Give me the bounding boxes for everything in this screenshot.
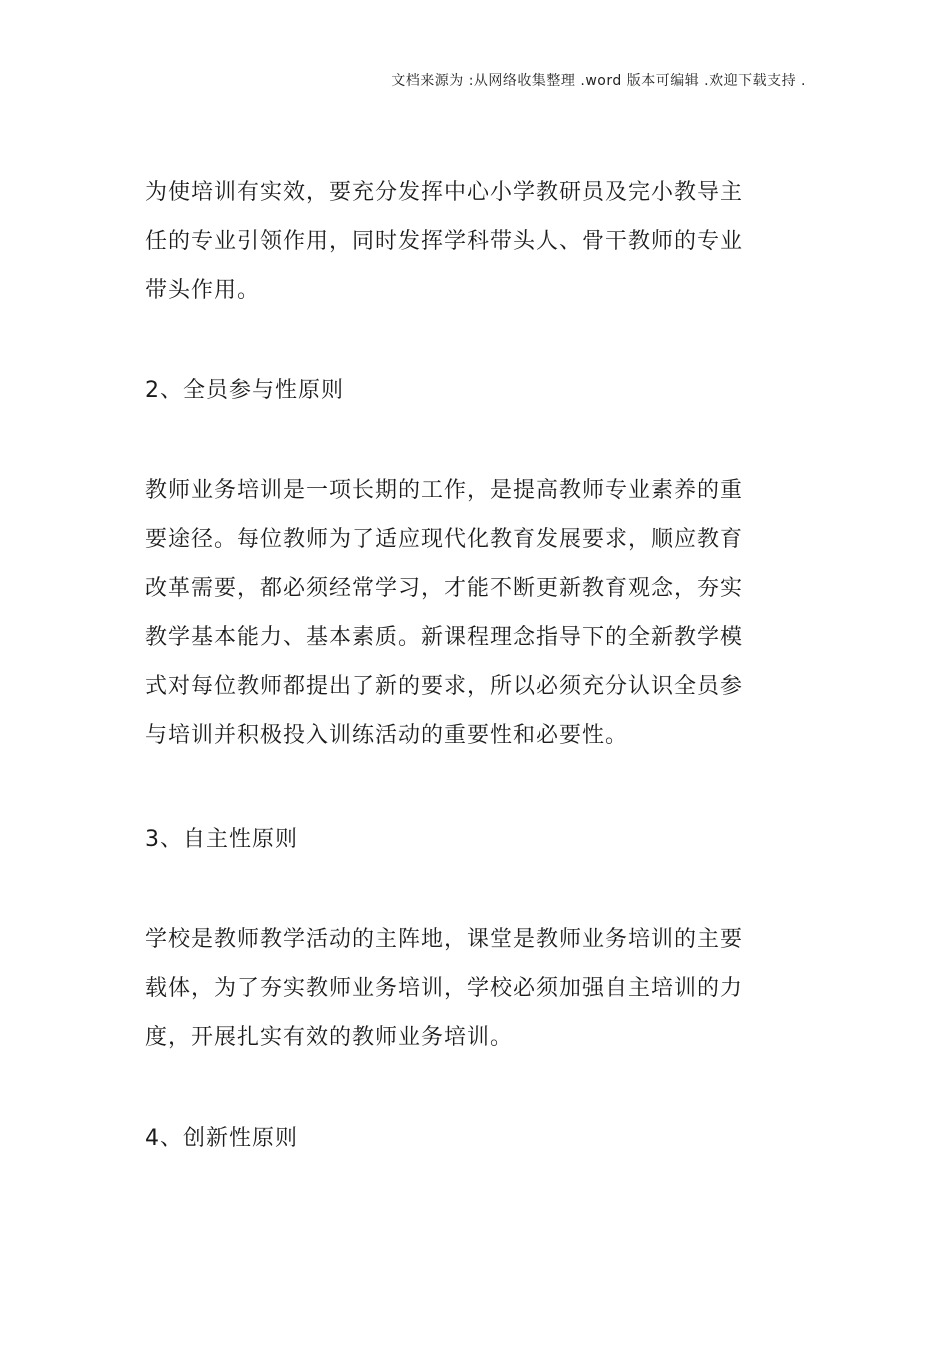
section-heading-autonomy: 3、自主性原则	[145, 827, 298, 852]
page-header-note: 文档来源为 :从网络收集整理 .word 版本可编辑 .欢迎下载支持 .	[391, 73, 806, 89]
section-heading-full-participation: 2、全员参与性原则	[145, 378, 344, 403]
paragraph-full-participation: 教师业务培训是一项长期的工作，是提高教师专业素养的重要途径。每位教师为了适应现代化教育发展要求，顺应教育改革需要，都必须经常学习，才能不断更新教育观念，夯实教学基本能力、基本素质。新课程理念指导下的全新教学模式对每位教师都提出了新的要求，所以必须充分认识全员参与培训并积极投入训练活动的重要性和必要性。	[145, 478, 744, 748]
paragraph-autonomy: 学校是教师教学活动的主阵地，课堂是教师业务培训的主要载体，为了夯实教师业务培训，学校必须加强自主培训的力度，开展扎实有效的教师业务培训。	[145, 927, 744, 1050]
paragraph-teaching-effectiveness: 为使培训有实效，要充分发挥中心小学教研员及完小教导主任的专业引领作用，同时发挥学科带头人、骨干教师的专业带头作用。	[145, 180, 744, 303]
section-heading-innovation: 4、创新性原则	[145, 1126, 298, 1151]
